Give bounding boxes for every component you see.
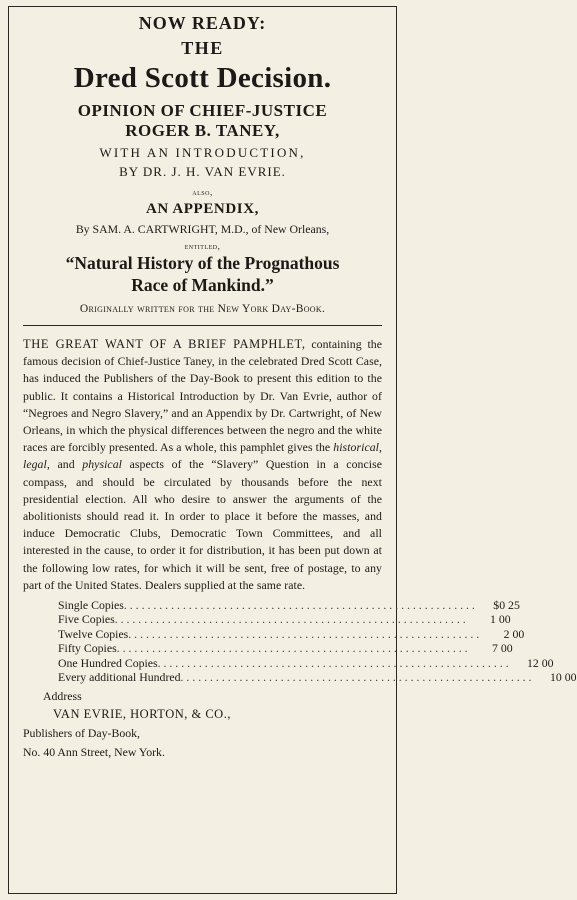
advertisement (8, 6, 577, 894)
price-value: 12 00 (527, 655, 554, 670)
opinion-line-1: OPINION OF CHIEF-JUSTICE (77, 101, 328, 120)
emphasis-physical: physical (82, 457, 122, 472)
cartwright-credit: By SAM. A. CARTWRIGHT, M.D., of New Orleans, (75, 222, 330, 236)
body-lead: THE GREAT WANT OF A BRIEF PAMPHLET, (23, 337, 306, 351)
publisher-line: Publishers of Day-Book, (23, 726, 140, 741)
now-ready-heading: NOW READY: (138, 13, 267, 33)
divider (23, 325, 382, 326)
firm-name: VAN EVRIE, HORTON, & CO., (53, 707, 231, 722)
the-heading: THE (181, 38, 224, 58)
price-value: 2 00 (503, 626, 525, 641)
price-list (58, 598, 577, 685)
body-text-part-2: aspects of the “Slavery” Question in a concise compass, and should be circulated by thousands before the next presidential election. All who desire to answer the arguments of the abolitionists should read it. In order to place it before the masses, and induce Democratic Clubs, Democratic Town Committees, and all interested in the cause, to order it for distribution, it has been put down at the following low rates, for which it will be sent, free of postage, to any part of the United States. Dealers supplied at the same rate. (23, 457, 383, 592)
page-title: Dred Scott Decision. (73, 62, 332, 94)
also-label: also, (192, 187, 213, 197)
address-label: Address (43, 689, 82, 704)
price-label: One Hundred Copies (58, 655, 158, 670)
body-text-part-1: containing the famous decision of Chief-Justice Taney, in the celebrated Dred Scott Case, has induced the Publishers of the Day-Book to present this edition to the public. It contains a Historical Introduction by Dr. Van Evrie, author of “Negroes and Negro Slavery,” and an Appendix by Dr. Cartwright, of New Orleans, in which the physical differences between the negro and the white races are forcibly presented. As a whole, this pamphlet gives the (23, 337, 383, 455)
leader-dots: . . . . . . . . . . . . . . . . . . . . . . . . . . . . . . . . . . . . . . . . . . . . . . . . . . . . . . . . . . . . (180, 670, 532, 685)
price-row (58, 626, 525, 641)
appendix-heading: AN APPENDIX, (145, 201, 260, 217)
opinion-line-2: ROGER B. TANEY, (125, 121, 280, 140)
price-label: Every additional Hundred (58, 670, 181, 685)
price-row (58, 655, 554, 670)
emphasis-legal: legal (23, 457, 47, 472)
price-label: Fifty Copies (58, 641, 117, 656)
price-value: 10 00 (549, 670, 577, 685)
price-row (58, 670, 577, 685)
price-label: Twelve Copies (58, 626, 129, 641)
price-value: 1 00 (490, 612, 511, 627)
emphasis-historical: historical (333, 440, 380, 455)
originally-written-note: Originally written for the New York Day-Book. (79, 303, 326, 315)
introduction-line-2: BY DR. J. H. VAN EVRIE. (119, 164, 286, 179)
body-paragraph (23, 336, 382, 594)
price-value: 7 00 (491, 641, 513, 656)
leader-dots: . . . . . . . . . . . . . . . . . . . . . . . . . . . . . . . . . . . . . . . . . . . . . . . . . . . . . . . . . . . . (114, 612, 466, 627)
leader-dots: . . . . . . . . . . . . . . . . . . . . . . . . . . . . . . . . . . . . . . . . . . . . . . . . . . . . . . . . . . . . (128, 626, 480, 641)
appendix-title-line-2: Race of Mankind.” (131, 275, 274, 295)
appendix-title-line-1: “Natural History of the Prognathous (65, 253, 340, 273)
introduction-line-1: WITH AN INTRODUCTION, (99, 145, 306, 160)
leader-dots: . . . . . . . . . . . . . . . . . . . . . . . . . . . . . . . . . . . . . . . . . . . . . . . . . . . . . . . . . . . . (157, 655, 509, 670)
price-value: $0 25 (493, 598, 520, 613)
entitled-label: entitled, (184, 241, 221, 251)
body-separator-1: , (379, 440, 383, 455)
price-row (58, 612, 511, 627)
price-label: Five Copies (58, 612, 115, 627)
street-address: No. 40 Ann Street, New York. (23, 745, 165, 760)
price-row (58, 598, 520, 613)
price-label: Single Copies (58, 598, 124, 613)
body-separator-2: , and (46, 457, 75, 472)
leader-dots: . . . . . . . . . . . . . . . . . . . . . . . . . . . . . . . . . . . . . . . . . . . . . . . . . . . . . . . . . . . . (116, 641, 468, 656)
price-row (58, 641, 513, 656)
leader-dots: . . . . . . . . . . . . . . . . . . . . . . . . . . . . . . . . . . . . . . . . . . . . . . . . . . . . . . . . . . . . (123, 598, 475, 613)
